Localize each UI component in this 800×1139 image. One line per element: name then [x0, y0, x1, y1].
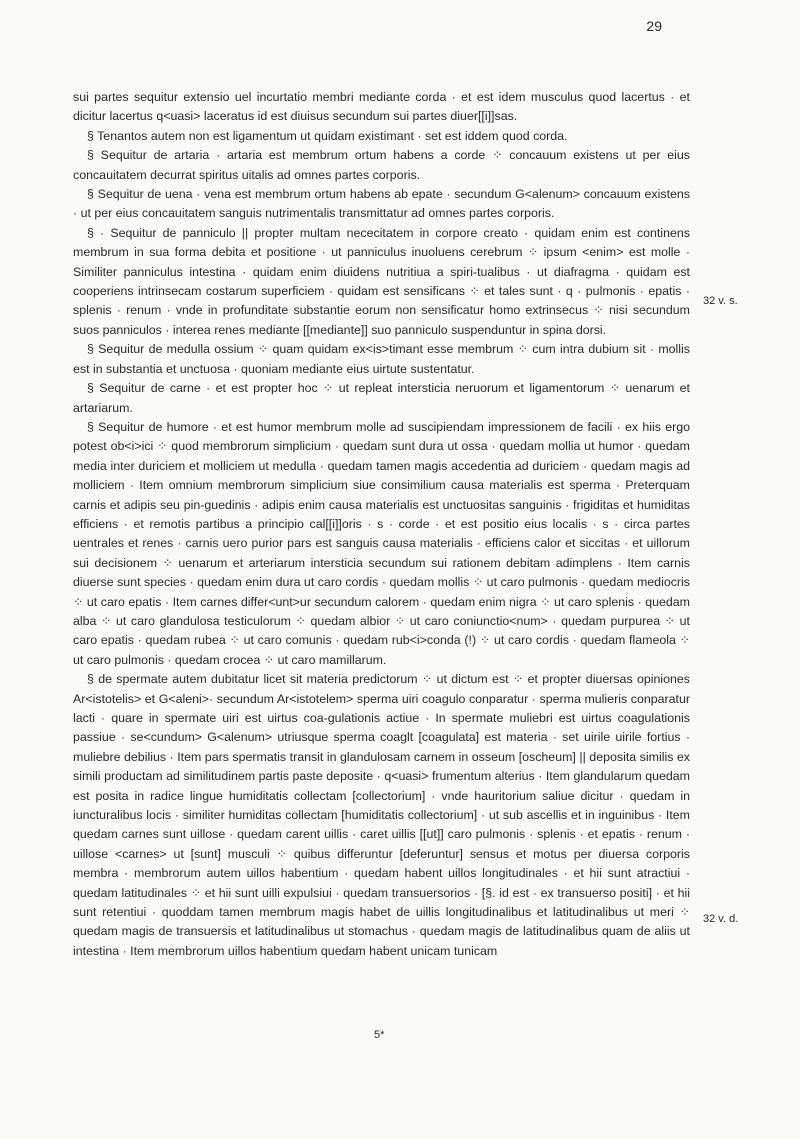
text-body: [73, 88, 690, 961]
paragraph: § Sequitur de humore · et est humor membrum molle ad suscipiendam impressionem de facili · ex hiis ergo potest ob<i>ici ⁘ quod membrorum simplicium · quedam sunt dura ut ossa · quedam mollia ut humor · quedam media inter duriciem et molliciem ut medulla · quedam tamen magis accedentia ad duriciem · quedam magis ad molliciem · Item omnium membrorum simplicium siue consimilium causa materialis est sperma · Preterquam carnis et adipis seu pin-guedinis · adipis enim causa materialis est unctuositas sanguinis · frigiditas et humiditas efficiens · et remotis partibus a principio cal[[i]]oris · s · corde · et est positio eius localis · s · circa partes uentrales et renes · carnis uero purior pars est sanguis causa materialis · efficiens calor et siccitas · et uillorum sui decisionem ⁘ uenarum et arteriarum intersticia secundum sui rationem debitam adimplens · Item carnis diuerse sunt species · quedam enim dura ut caro cordis · quedam mollis ⁘ ut caro pulmonis · quedam mediocris ⁘ ut caro epatis · Item carnes differ<unt>ur secundum calorem · quedam enim nigra ⁘ ut caro splenis · quedam alba ⁘ ut caro glandulosa testiculorum ⁘ quedam albior ⁘ ut caro coniunctio<num> · quedam purpurea ⁘ ut caro epatis · quedam rubea ⁘ ut caro comunis · quedam rub<i>conda (!) ⁘ ut caro cordis · quedam flameola ⁘ ut caro pulmonis · quedam crocea ⁘ ut caro mamillarum.: [73, 419, 690, 667]
paragraph: § Sequitur de carne · et est propter hoc ⁘ ut repleat intersticia neruorum et ligamentorum ⁘ uenarum et artariarum.: [73, 381, 690, 415]
paragraph: § · Sequitur de panniculo || propter multam nececitatem in corpore creato · quidam enim est continens membrum in sua forma debita et positione · ut panniculus inuoluens cerebrum ⁘ ipsum <enim> est molle · Similiter panniculus intestina · quidam enim diuidens nutritiua a spiri-tualibus · ut diafragma · quidam est cooperiens intrinsecam costarum superficiem · quidam est sensificans ⁘ et tales sunt · q · pulmonis · epatis · splenis · renum · vnde in profunditate substantie eorum non sensificatur homo extrinsecus ⁘ nisi secundum suos panniculos · interea renes mediante [[mediante]] suo panniculo suspenduntur in spina dorsi.: [73, 225, 690, 337]
paragraph: § Sequitur de medulla ossium ⁘ quam quidam ex<is>timant esse membrum ⁘ cum intra dubium sit · mollis est in substantia et unctuosa · quoniam mediante eius uirtute sustentatur.: [73, 342, 690, 376]
page-number: 29: [646, 18, 662, 34]
paragraph: § de spermate autem dubitatur licet sit materia predictorum ⁘ ut dictum est ⁘ et propter diuersas opiniones Ar<istotelis> et G<aleni>· secundum Ar<istotelem> sperma uiri coagulo conparatur · sperma mulieris conparatur lacti · quare in spermate uiri est uirtus coa-gulationis actiue · In spermate muliebri est uirtus coagulationis passiue · se<cundum> G<alenum> utriusque sperma coaglt [coagulata] est materia · set uirile uirile fortius · muliebre debilius · Item pars spermatis transit in glandulosam carnem in osseum [oscheum] || deposita similis ex simili productam ad similitudinem partis paste deposite · q<uasi> frumentum alterius · Item glandularum quedam est posita in radice lingue humiditatis collectam [collectorium] · vnde hauritorium saliue dicitur · quedam in iuncturalibus locis · similiter humiditas collectam [humiditatis collectorium] · ut sub ascellis et in inguinibus · Item quedam carnes sunt uillose · quedam carent uillis · caret uillis [[ut]] caro pulmonis · splenis · et epatis · renum · uillose <carnes> ut [sunt] musculi ⁘ quibus differuntur [deferuntur] sensus et motus per diuersa corporis membra · membrorum autem uillos habentium · quedam habent uillos longitudinales · et hii sunt atractiui · quedam latitudinales ⁘ et hii sunt uilli expulsiui · quedam transuersorios · [§. id est · ex transuerso positi] · et hii sunt retentiui · quoddam tamen membrum magis habet de uillis longitudinalibus et latitudinalibus ut meri ⁘ quedam magis de transuersis et latitudinalibus ut stomachus · quedam magis de latitudinalibus quam de aliis ut intestina · Item membrorum uillos habentium quedam habent unicam tunicam: [73, 672, 690, 958]
paragraph: § Sequitur de artaria · artaria est membrum ortum habens a corde ⁘ concauum existens ut per eius concauitatem decurrat spiritus uitalis ad omnes partes corporis.: [73, 148, 690, 182]
footer-signature: 5*: [374, 1029, 385, 1041]
margin-note: 32 v. d.: [703, 913, 739, 925]
paragraph: § Sequitur de uena · vena est membrum ortum habens ab epate · secundum G<alenum> concauum existens · ut per eius concauitatem sanguis nutrimentalis transmittatur ad omnes partes corporis.: [73, 187, 690, 221]
paragraph: § Tenantos autem non est ligamentum ut quidam existimant · set est iddem quod corda.: [87, 128, 568, 143]
paragraph: sui partes sequitur extensio uel incurtatio membri mediante corda · et est idem musculus quod lacertus · et dicitur lacertus q<uasi> laceratus id est diuisus secundum sui partes diuer[[i]]sas.: [73, 90, 690, 124]
margin-note: 32 v. s.: [703, 295, 738, 307]
